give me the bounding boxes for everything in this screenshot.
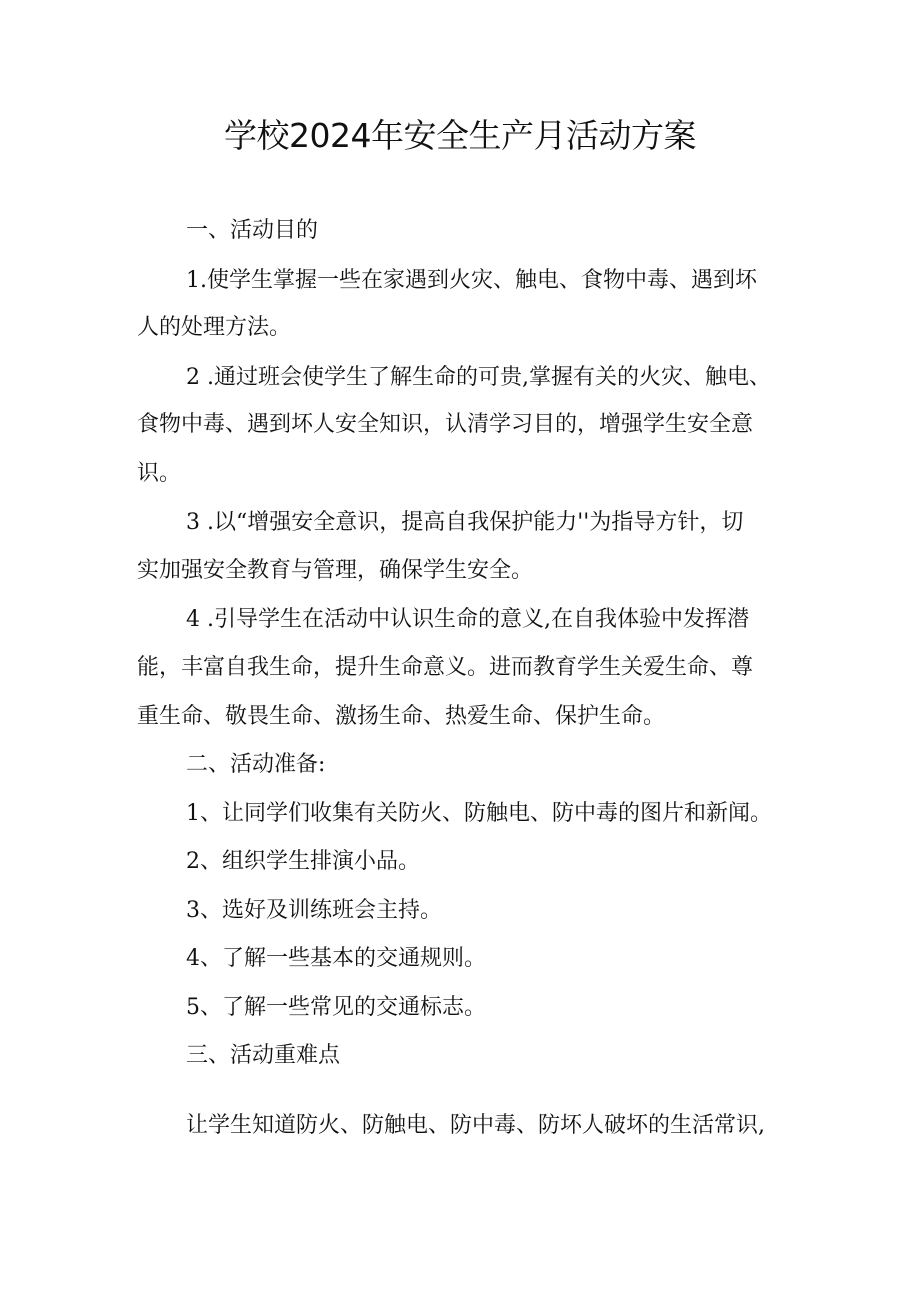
paragraph-line: 能，丰富自我生命，提升生命意义。进而教育学生关爱生命、尊	[137, 655, 754, 680]
paragraph-line: 重生命、敬畏生命、激扬生命、热爱生命、保护生命。	[137, 704, 666, 729]
paragraph-line: 食物中毒、遇到坏人安全知识，认清学习目的，增强学生安全意	[137, 412, 754, 437]
paragraph-line: 3 .以“增强安全意识，提高自我保护能力''为指导方针，切	[186, 510, 744, 535]
section-heading-3: 三、活动重难点	[186, 1043, 341, 1068]
list-item: 1、让同学们收集有关防火、防触电、防中毒的图片和新闻。	[186, 801, 772, 826]
paragraph-line: 实加强安全教育与管理，确保学生安全。	[137, 558, 534, 583]
list-item: 5、了解一些常见的交通标志。	[186, 995, 486, 1020]
paragraph-line: 让学生知道防火、防触电、防中毒、防坏人破坏的生活常识,	[186, 1113, 765, 1138]
document-title: 学校2024年安全生产月活动方案	[224, 116, 696, 155]
list-item: 3、选好及训练班会主持。	[186, 898, 442, 923]
section-heading-1: 一、活动目的	[186, 218, 319, 243]
paragraph-line: 人的处理方法。	[137, 315, 292, 340]
paragraph-line: 2 .通过班会使学生了解生命的可贵,掌握有关的火灾、触电、	[186, 365, 771, 390]
paragraph-line: 识。	[137, 461, 182, 486]
list-item: 4、了解一些基本的交通规则。	[186, 946, 486, 971]
list-item: 2、组织学生排演小品。	[186, 849, 420, 874]
paragraph-line: 1.使学生掌握一些在家遇到火灾、触电、食物中毒、遇到坏	[186, 268, 757, 293]
paragraph-line: 4 .引导学生在活动中认识生命的意义,在自我体验中发挥潜	[186, 607, 749, 632]
section-heading-2: 二、活动准备:	[186, 752, 326, 777]
